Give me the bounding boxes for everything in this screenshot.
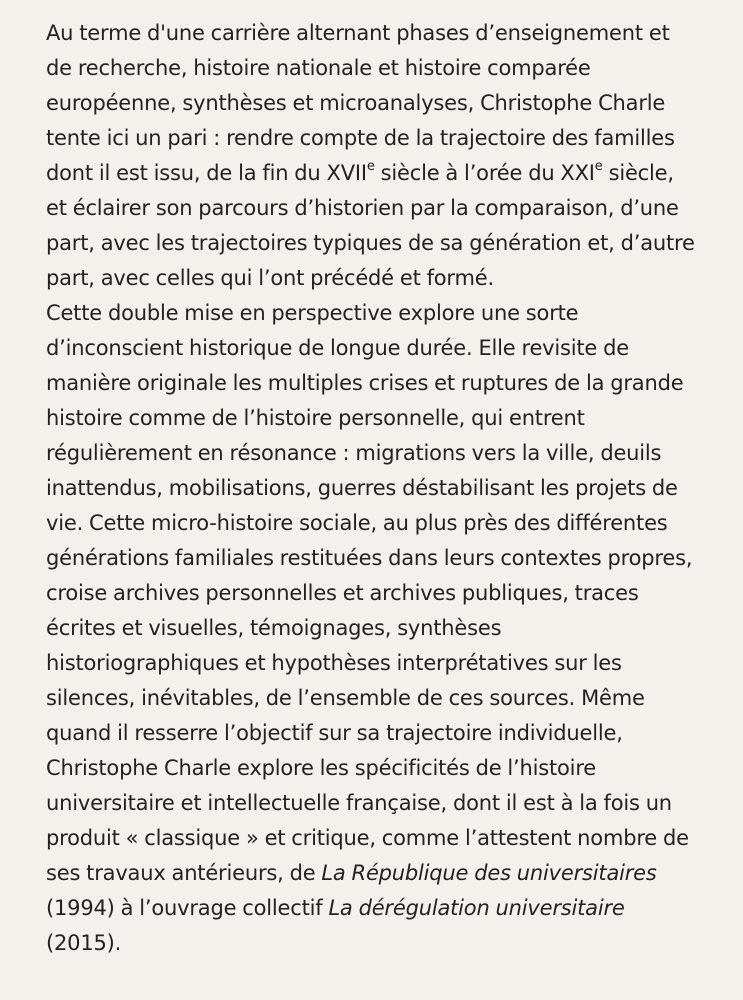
text-line: manière originale les multiples crises et ruptures de la grande xyxy=(46,371,684,395)
text-line: universitaire et intellectuelle française, dont il est à la fois un xyxy=(46,791,672,815)
text-segment: ses travaux antérieurs, de xyxy=(46,861,322,885)
superscript: e xyxy=(594,159,603,175)
text-line: silences, inévitables, de l’ensemble de ces sources. Même xyxy=(46,686,645,710)
text-segment: dont il est issu, de la fin du XVII xyxy=(46,161,367,185)
text-line: européenne, synthèses et microanalyses, Christophe Charle xyxy=(46,91,666,115)
text-segment: siècle, xyxy=(602,161,674,185)
text-line: historiographiques et hypothèses interprétatives sur les xyxy=(46,651,622,675)
text-line: (2015). xyxy=(46,931,122,955)
text-line: de recherche, histoire nationale et histoire comparée xyxy=(46,56,591,80)
text-line: générations familiales restituées dans leurs contextes propres, xyxy=(46,546,693,570)
text-line xyxy=(46,156,715,191)
text-line: Cette double mise en perspective explore une sorte xyxy=(46,301,579,325)
text-line: régulièrement en résonance : migrations vers la ville, deuils xyxy=(46,441,662,465)
text-line: et éclairer son parcours d’historien par la comparaison, d’une xyxy=(46,196,679,220)
text-line: part, avec les trajectoires typiques de sa génération et, d’autre xyxy=(46,231,695,255)
text-line: tente ici un pari : rendre compte de la trajectoire des familles xyxy=(46,126,675,150)
book-title: La République des universitaires xyxy=(321,861,657,885)
superscript: e xyxy=(366,159,375,175)
text-line xyxy=(46,856,715,891)
text-line: quand il resserre l’objectif sur sa trajectoire individuelle, xyxy=(46,721,623,745)
text-line: écrites et visuelles, témoignages, synthèses xyxy=(46,616,502,640)
text-line: part, avec celles qui l’ont précédé et formé. xyxy=(46,266,494,290)
text-line: d’inconscient historique de longue durée. Elle revisite de xyxy=(46,336,629,360)
paragraph-1 xyxy=(46,16,715,296)
text-line: vie. Cette micro-histoire sociale, au plus près des différentes xyxy=(46,511,668,535)
text-line: inattendus, mobilisations, guerres déstabilisant les projets de xyxy=(46,476,678,500)
text-line xyxy=(46,891,715,926)
text-segment: siècle à l’orée du XXI xyxy=(374,161,595,185)
text-segment: (1994) à l’ouvrage collectif xyxy=(46,896,329,920)
text-line: Au terme d'une carrière alternant phases d’enseignement et xyxy=(46,21,670,45)
text-line: Christophe Charle explore les spécificités de l’histoire xyxy=(46,756,597,780)
text-line: histoire comme de l’histoire personnelle, qui entrent xyxy=(46,406,585,430)
text-line: croise archives personnelles et archives publiques, traces xyxy=(46,581,639,605)
text-line: produit « classique » et critique, comme l’attestent nombre de xyxy=(46,826,689,850)
paragraph-2 xyxy=(46,296,715,961)
book-title: La dérégulation universitaire xyxy=(328,896,625,920)
